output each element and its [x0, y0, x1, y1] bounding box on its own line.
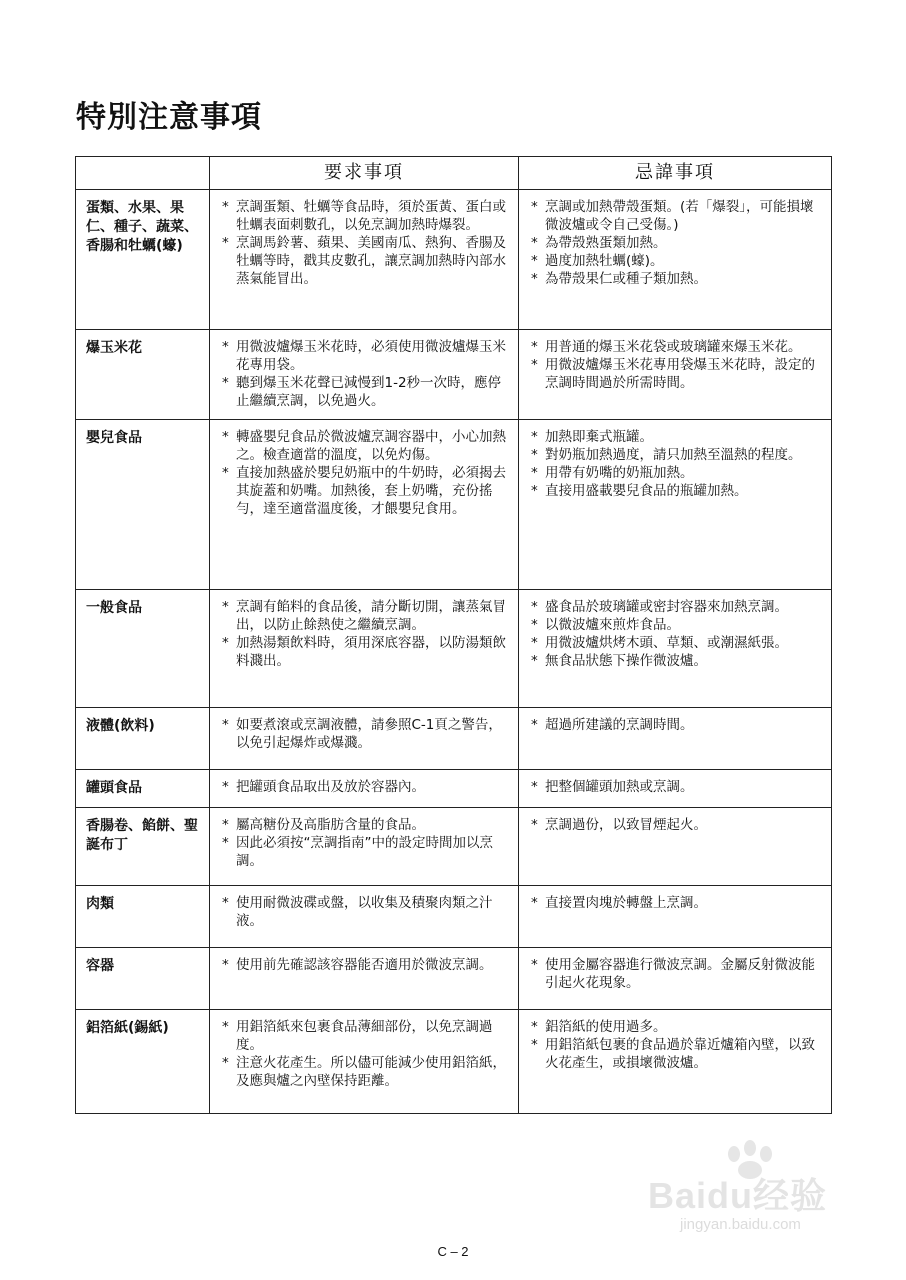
list-item — [525, 1018, 823, 1036]
table-row — [76, 708, 832, 770]
item-text: 為帶殼熟蛋類加熱。 — [545, 235, 667, 251]
list-item — [525, 482, 823, 500]
bullet-star: * — [222, 635, 229, 651]
item-text: 烹調馬鈴薯、蘋果、美國南瓜、熱狗、香腸及牡蠣等時，戳其皮數孔，讓烹調加熱時內部水蒸氣能冒出。 — [236, 235, 506, 287]
row-required-cell — [210, 1010, 519, 1114]
bullet-star: * — [222, 779, 229, 795]
table-row — [76, 948, 832, 1010]
row-category: 鋁箔紙(錫紙) — [76, 1010, 210, 1114]
item-text: 用微波爐爆玉米花時，必須使用微波爐爆玉米花專用袋。 — [236, 339, 506, 373]
list-item — [525, 356, 823, 392]
item-text: 加熱即棄式瓶罐。 — [545, 429, 653, 445]
item-text: 使用金屬容器進行微波烹調。金屬反射微波能引起火花現象。 — [545, 957, 815, 991]
row-avoid-cell — [519, 590, 832, 708]
required-list — [216, 956, 510, 974]
list-item — [525, 198, 823, 234]
list-item — [525, 616, 823, 634]
item-text: 把整個罐頭加熱或烹調。 — [545, 779, 694, 795]
list-item — [216, 464, 510, 518]
item-text: 直接加熱盛於嬰兒奶瓶中的牛奶時，必須揭去其旋蓋和奶嘴。加熱後，套上奶嘴，充份搖勻，達至適當溫度後，才餵嬰兒食用。 — [236, 465, 506, 517]
bullet-star: * — [531, 817, 538, 833]
item-text: 鋁箔紙的使用過多。 — [545, 1019, 667, 1035]
bullet-star: * — [222, 199, 229, 215]
bullet-star: * — [531, 235, 538, 251]
list-item — [216, 778, 510, 796]
bullet-star: * — [222, 957, 229, 973]
item-text: 對奶瓶加熱過度，請只加熱至溫熱的程度。 — [545, 447, 802, 463]
table-row — [76, 590, 832, 708]
item-text: 過度加熱牡蠣(蠔)。 — [545, 253, 664, 269]
bullet-star: * — [531, 199, 538, 215]
item-text: 使用前先確認該容器能否適用於微波烹調。 — [236, 957, 493, 973]
required-list — [216, 1018, 510, 1090]
watermark-url: jingyan.baidu.com — [680, 1216, 801, 1233]
item-text: 用微波爐烘烤木頭、草類、或潮濕紙張。 — [545, 635, 788, 651]
bullet-star: * — [531, 617, 538, 633]
row-avoid-cell — [519, 886, 832, 948]
row-required-cell — [210, 330, 519, 420]
bullet-star: * — [222, 465, 229, 481]
list-item — [216, 234, 510, 288]
row-category: 嬰兒食品 — [76, 420, 210, 590]
item-text: 因此必須按“烹調指南”中的設定時間加以烹調。 — [236, 835, 493, 869]
item-text: 用微波爐爆玉米花專用袋爆玉米花時，設定的烹調時間過於所需時間。 — [545, 357, 815, 391]
row-avoid-cell — [519, 708, 832, 770]
row-avoid-cell — [519, 808, 832, 886]
item-text: 直接置肉塊於轉盤上烹調。 — [545, 895, 707, 911]
row-required-cell — [210, 770, 519, 808]
bullet-star: * — [531, 465, 538, 481]
row-avoid-cell — [519, 948, 832, 1010]
bullet-star: * — [222, 235, 229, 251]
page-number: C – 2 — [437, 1244, 469, 1259]
row-category: 肉類 — [76, 886, 210, 948]
avoid-list — [525, 428, 823, 500]
list-item — [216, 716, 510, 752]
row-required-cell — [210, 190, 519, 330]
table-row — [76, 886, 832, 948]
bullet-star: * — [222, 1055, 229, 1071]
avoid-list — [525, 338, 823, 392]
list-item — [216, 428, 510, 464]
list-item — [216, 634, 510, 670]
item-text: 烹調蛋類、牡蠣等食品時，須於蛋黃、蛋白或牡蠣表面刺數孔，以免烹調加熱時爆裂。 — [236, 199, 506, 233]
required-list — [216, 338, 510, 410]
header-avoid: 忌諱事項 — [519, 157, 832, 190]
bullet-star: * — [222, 599, 229, 615]
item-text: 烹調或加熱帶殼蛋類。(若「爆裂」，可能損壞微波爐或令自己受傷。) — [545, 199, 814, 233]
row-avoid-cell — [519, 420, 832, 590]
list-item — [525, 894, 823, 912]
bullet-star: * — [531, 1037, 538, 1053]
list-item — [216, 338, 510, 374]
list-item — [216, 598, 510, 634]
list-item — [216, 198, 510, 234]
bullet-star: * — [222, 429, 229, 445]
bullet-star: * — [531, 447, 538, 463]
bullet-star: * — [222, 339, 229, 355]
table-row — [76, 190, 832, 330]
item-text: 轉盛嬰兒食品於微波爐烹調容器中，小心加熱之。檢查適當的溫度，以免灼傷。 — [236, 429, 506, 463]
bullet-star: * — [531, 339, 538, 355]
item-text: 加熱湯類飲料時，須用深底容器，以防湯類飲料濺出。 — [236, 635, 506, 669]
bullet-star: * — [531, 957, 538, 973]
bullet-star: * — [222, 817, 229, 833]
list-item — [525, 716, 823, 734]
item-text: 為帶殼果仁或種子類加熱。 — [545, 271, 707, 287]
bullet-star: * — [531, 653, 538, 669]
avoid-list — [525, 1018, 823, 1072]
list-item — [216, 834, 510, 870]
required-list — [216, 778, 510, 796]
bullet-star: * — [531, 271, 538, 287]
list-item — [525, 652, 823, 670]
row-category: 蛋類、水果、果仁、種子、蔬菜、香腸和牡蠣(蠔) — [76, 190, 210, 330]
required-list — [216, 894, 510, 930]
item-text: 聽到爆玉米花聲已減慢到1-2秒一次時，應停止繼續烹調，以免過火。 — [236, 375, 502, 409]
list-item — [216, 816, 510, 834]
bullet-star: * — [531, 429, 538, 445]
item-text: 把罐頭食品取出及放於容器內。 — [236, 779, 425, 795]
item-text: 無食品狀態下操作微波爐。 — [545, 653, 707, 669]
table-row — [76, 420, 832, 590]
bullet-star: * — [531, 635, 538, 651]
row-required-cell — [210, 886, 519, 948]
avoid-list — [525, 198, 823, 288]
list-item — [216, 1054, 510, 1090]
header-required: 要求事項 — [210, 157, 519, 190]
list-item — [216, 956, 510, 974]
list-item — [525, 270, 823, 288]
list-item — [525, 338, 823, 356]
avoid-list — [525, 956, 823, 992]
row-required-cell — [210, 420, 519, 590]
item-text: 盛食品於玻璃罐或密封容器來加熱烹調。 — [545, 599, 788, 615]
bullet-star: * — [531, 717, 538, 733]
required-list — [216, 428, 510, 518]
list-item — [525, 234, 823, 252]
baidu-watermark — [640, 1140, 870, 1240]
bullet-star: * — [531, 483, 538, 499]
bullet-star: * — [531, 779, 538, 795]
bullet-star: * — [531, 895, 538, 911]
table-row — [76, 330, 832, 420]
table-row — [76, 808, 832, 886]
row-avoid-cell — [519, 770, 832, 808]
bullet-star: * — [222, 1019, 229, 1035]
bullet-star: * — [222, 835, 229, 851]
item-text: 如要煮滾或烹調液體，請參照C-1頁之警告，以免引起爆炸或爆濺。 — [236, 717, 502, 751]
item-text: 烹調有餡料的食品後，請分斷切開，讓蒸氣冒出，以防止餘熱使之繼續烹調。 — [236, 599, 506, 633]
header-category — [76, 157, 210, 190]
required-list — [216, 716, 510, 752]
row-avoid-cell — [519, 330, 832, 420]
row-category: 香腸卷、餡餅、聖誕布丁 — [76, 808, 210, 886]
item-text: 直接用盛載嬰兒食品的瓶罐加熱。 — [545, 483, 748, 499]
bullet-star: * — [222, 375, 229, 391]
required-list — [216, 198, 510, 288]
item-text: 用帶有奶嘴的奶瓶加熱。 — [545, 465, 694, 481]
special-notes-table — [75, 156, 832, 1114]
list-item — [525, 252, 823, 270]
row-required-cell — [210, 948, 519, 1010]
item-text: 用鋁箔紙來包裹食品薄細部份，以免烹調過度。 — [236, 1019, 493, 1053]
bullet-star: * — [222, 717, 229, 733]
table-row — [76, 770, 832, 808]
list-item — [525, 446, 823, 464]
list-item — [216, 1018, 510, 1054]
item-text: 烹調過份，以致冒煙起火。 — [545, 817, 707, 833]
row-category: 爆玉米花 — [76, 330, 210, 420]
avoid-list — [525, 598, 823, 670]
required-list — [216, 816, 510, 870]
item-text: 用普通的爆玉米花袋或玻璃罐來爆玉米花。 — [545, 339, 802, 355]
item-text: 用鋁箔紙包裹的食品過於靠近爐箱內壁，以致火花產生，或損壞微波爐。 — [545, 1037, 815, 1071]
table-header-row — [76, 157, 832, 190]
row-avoid-cell — [519, 1010, 832, 1114]
avoid-list — [525, 778, 823, 796]
list-item — [525, 956, 823, 992]
list-item — [216, 894, 510, 930]
row-avoid-cell — [519, 190, 832, 330]
item-text: 注意火花產生。所以儘可能減少使用鋁箔紙，及應與爐之內壁保持距離。 — [236, 1055, 506, 1089]
list-item — [525, 816, 823, 834]
table-row — [76, 1010, 832, 1114]
avoid-list — [525, 894, 823, 912]
avoid-list — [525, 816, 823, 834]
bullet-star: * — [531, 357, 538, 373]
row-category: 容器 — [76, 948, 210, 1010]
required-list — [216, 598, 510, 670]
bullet-star: * — [531, 599, 538, 615]
watermark-brand: Baidu经验 — [648, 1175, 828, 1216]
row-category: 一般食品 — [76, 590, 210, 708]
bullet-star: * — [222, 895, 229, 911]
bullet-star: * — [531, 253, 538, 269]
row-required-cell — [210, 590, 519, 708]
item-text: 超過所建議的烹調時間。 — [545, 717, 694, 733]
row-category: 罐頭食品 — [76, 770, 210, 808]
avoid-list — [525, 716, 823, 734]
list-item — [525, 634, 823, 652]
bullet-star: * — [531, 1019, 538, 1035]
item-text: 屬高糖份及高脂肪含量的食品。 — [236, 817, 425, 833]
row-required-cell — [210, 808, 519, 886]
item-text: 以微波爐來煎炸食品。 — [545, 617, 680, 633]
list-item — [525, 428, 823, 446]
list-item — [525, 778, 823, 796]
list-item — [216, 374, 510, 410]
page-title: 特別注意事項 — [76, 100, 262, 135]
row-required-cell — [210, 708, 519, 770]
item-text: 使用耐微波碟或盤，以收集及積聚肉類之汁液。 — [236, 895, 493, 929]
row-category: 液體(飲料) — [76, 708, 210, 770]
list-item — [525, 1036, 823, 1072]
list-item — [525, 464, 823, 482]
list-item — [525, 598, 823, 616]
